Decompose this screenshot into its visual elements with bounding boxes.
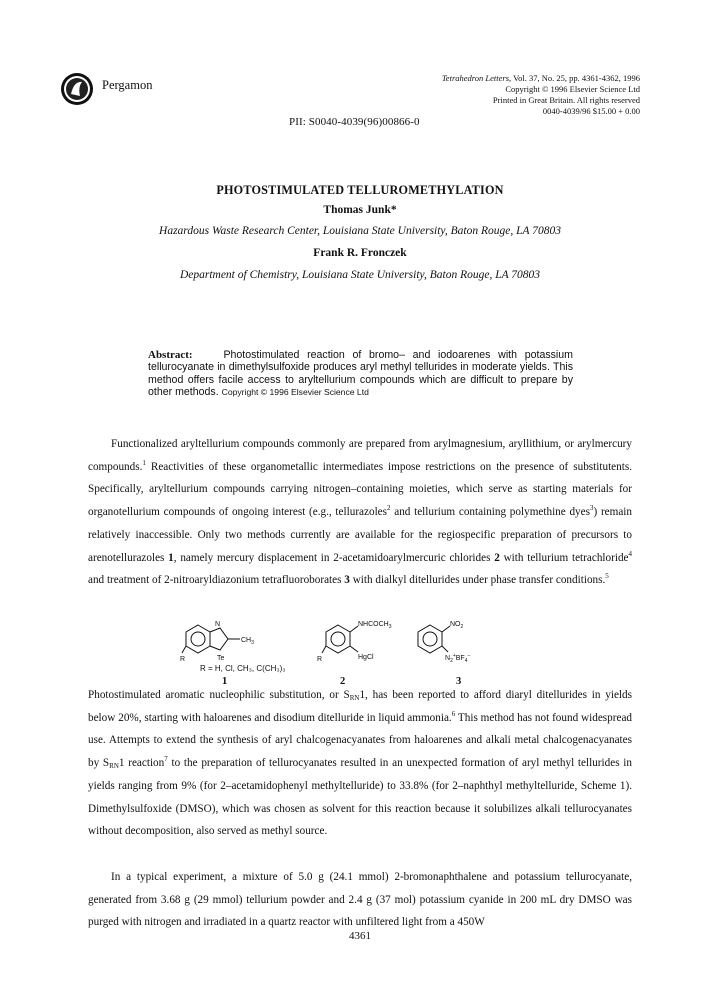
paper-title: PHOTOSTIMULATED TELLUROMETHYLATION <box>216 183 504 197</box>
journal-info <box>442 73 640 117</box>
atom-label-r: R <box>317 656 323 663</box>
compound-number: 3 <box>456 676 462 687</box>
author-affiliation: Hazardous Waste Research Center, Louisiana State University, Baton Rouge, LA 70803 <box>159 225 561 237</box>
author-name: Thomas Junk* <box>323 204 397 216</box>
publisher-name: Pergamon <box>102 78 153 92</box>
compound-number: 2 <box>340 676 346 687</box>
group-label-diazonium: $N_2^+BF_4^-$ <box>445 653 471 664</box>
structure-3 <box>418 625 450 653</box>
page-number: 4361 <box>349 930 371 942</box>
pergamon-logo-icon <box>60 72 94 106</box>
atom-label-n: N <box>215 621 221 628</box>
body-paragraph: In a typical experiment, a mixture of 5.0 g (24.1 mmol) 2-bromonaphthalene and potassium tellurocyanate, generated from 3.68 g (29 mmol) tellurium powder and 2.4 g (37 mol) potassium cyanide in 200 mL dry DMSO was purged with nitrogen and irradiated in a quartz reactor with unfiltered light from a 450W <box>88 871 632 929</box>
structure-1 <box>182 625 240 653</box>
group-label-no2: $NO_2$ <box>450 621 464 630</box>
group-label-hgcl: HgCl <box>358 654 374 661</box>
journal-printed: Printed in Great Britain. All rights reserved <box>492 95 640 105</box>
author-affiliation: Department of Chemistry, Louisiana State University, Baton Rouge, LA 70803 <box>179 269 541 281</box>
atom-label-te: Te <box>217 655 225 662</box>
journal-price: 0040-4039/96 $15.00 + 0.00 <box>542 106 640 116</box>
pii-identifier: PII: S0040-4039(96)00866-0 <box>289 116 420 128</box>
group-label-nhcoch3: $NHCOCH_3$ <box>358 621 392 630</box>
chemical-structures-figure <box>180 615 480 665</box>
compound-number: 1 <box>222 676 228 687</box>
substituent-legend: R = H, Cl, CH₃, C(CH₃)₃ <box>200 664 286 673</box>
atom-label-ch3: $CH_3$ <box>241 637 254 646</box>
abstract-copyright: Copyright © 1996 Elsevier Science Ltd <box>221 387 369 398</box>
journal-copyright: Copyright © 1996 Elsevier Science Ltd <box>505 84 640 94</box>
author-name: Frank R. Fronczek <box>313 247 407 259</box>
body-paragraph: Photostimulated aromatic nucleophilic substitution, or $S_{RN}1$, has been reported to afford diaryl ditellurides in yields below 20%, starting with haloarenes and disodium ditelluride in liquid ammonia.$^6$ This method has not found widespread use. Attempts to extend the synthesis of aryl chalcogenacyanates from haloarenes and alkali metal chalcogenacyanates by $S_{RN}1$ reaction$^7$ to the preparation of tellurocyanates resulted in an unexpected formation of aryl methyl tellurides in yields ranging from 9% (for 2–acetamidophenyl methyltelluride) to 33.8% (for 2–naphthyl methyltelluride, Scheme 1). Dimethylsulfoxide (DMSO), which was chosen as solvent for this reaction because it solubilizes alkali tellurocyanates without decomposition, also served as methyl source. <box>88 689 633 838</box>
atom-label-r: R <box>180 656 186 663</box>
abstract-text: Photostimulated reaction of bromo– and iodoarenes with potassium tellurocyanate in dimethylsulfoxide produces aryl methyl tellurides in moderate yields. This method offers facile access to aryltellurium compounds which are difficult to prepare by other methods. <box>148 349 573 399</box>
journal-citation: Tetrahedron Letters, Vol. 37, No. 25, pp. 4361-4362, 1996 <box>441 73 640 83</box>
abstract-label: Abstract: <box>148 349 193 361</box>
structure-2 <box>322 625 358 653</box>
body-paragraph: Functionalized aryltellurium compounds commonly are prepared from arylmagnesium, aryllithium, or arylmercury compounds.$^1$ Reactivities of these organometallic intermediates impose restrictions on the presence of substitutents. Specifically, aryltellurium compounds carrying nitrogen–containing moieties, which serve as starting materials for organotellurium compounds of ongoing interest (e.g., tellurazoles$^2$ and tellurium containing polymethine dyes$^3$) remain relatively inaccessible. Only two methods currently are available for the regiospecific preparation of precursors to arenotellurazoles 1, namely mercury displacement in 2-acetamidoarylmercuric chlorides 2 with tellurium tetrachloride$^4$ and treatment of 2-nitroaryldiazonium tetrafluoroborates 3 with dialkyl ditellurides under phase transfer conditions.$^5$ <box>88 438 633 587</box>
abstract <box>148 349 573 399</box>
